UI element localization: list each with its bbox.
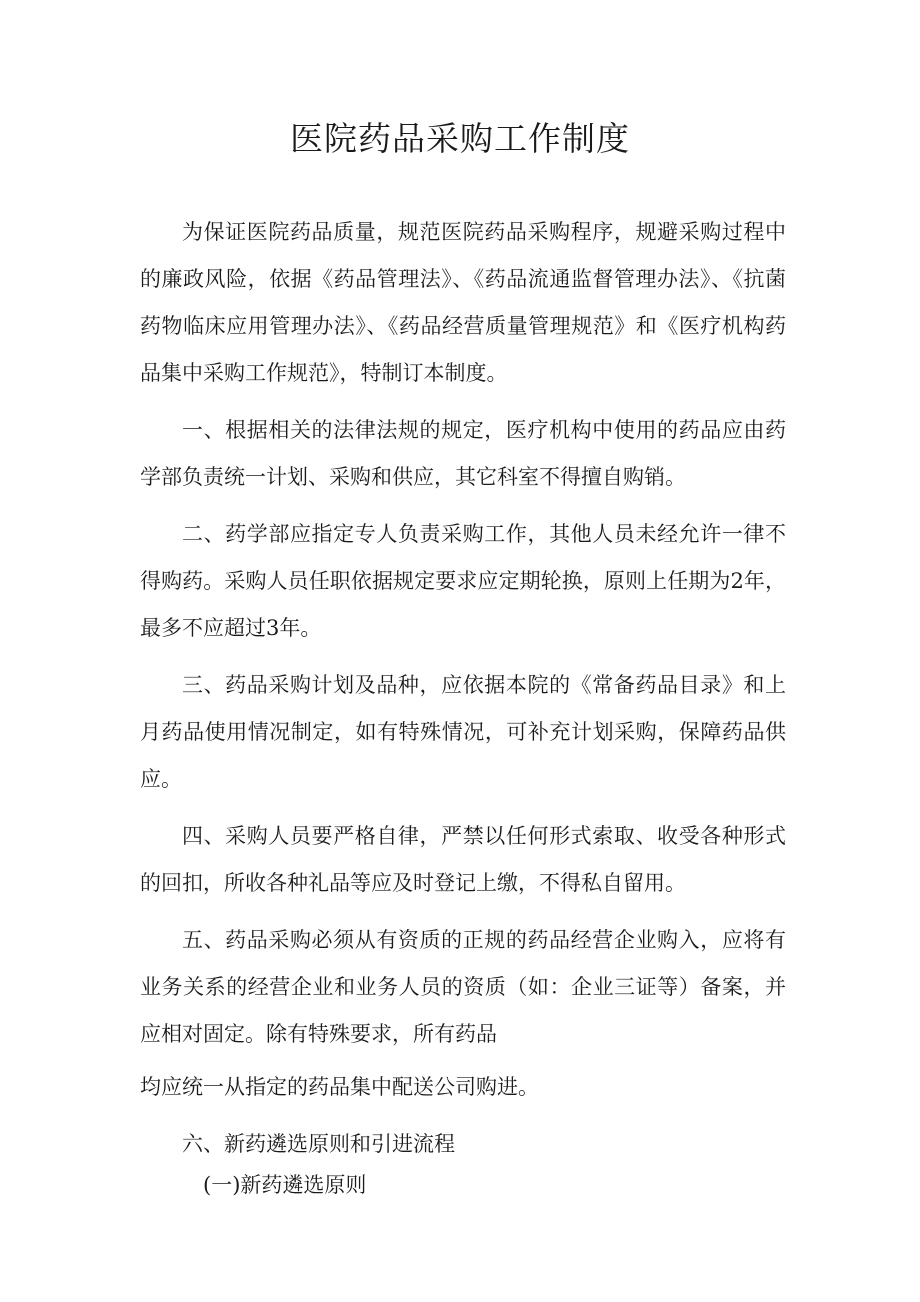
subclause-6-1-heading: (一)新药遴选原则 <box>203 1173 367 1197</box>
intro-paragraph: 为保证医院药品质量，规范医院药品采购程序，规避采购过程中的廉政风险，依据《药品管理法》、《药品流通监督管理办法》、《抗菌药物临床应用管理办法》、《药品经营质量管理规范》和《医疗机构药品集中采购工作规范》，特制订本制度。 <box>140 220 786 385</box>
document-body <box>140 209 786 1219</box>
document-title: 医院药品采购工作制度 <box>290 119 630 158</box>
clause-1-paragraph: 一、根据相关的法律法规的规定，医疗机构中使用的药品应由药学部负责统一计划、采购和供应，其它科室不得擅自购销。 <box>140 418 786 489</box>
clause-4-paragraph: 四、采购人员要严格自律，严禁以任何形式索取、收受各种形式的回扣，所收各种礼品等应及时登记上缴，不得私自留用。 <box>140 824 786 895</box>
clause-3-paragraph: 三、药品采购计划及品种，应依据本院的《常备药品目录》和上月药品使用情况制定，如有特殊情况，可补充计划采购，保障药品供应。 <box>140 673 786 791</box>
clause-5-continuation: 均应统一从指定的药品集中配送公司购进。 <box>140 1075 539 1099</box>
clause-6-heading: 六、新药遴选原则和引进流程 <box>182 1132 455 1156</box>
clause-5-paragraph: 五、药品采购必须从有资质的正规的药品经营企业购入，应将有业务关系的经营企业和业务人员的资质（如：企业三证等）备案，并应相对固定。除有特殊要求，所有药品 <box>140 928 786 1046</box>
clause-2-paragraph: 二、药学部应指定专人负责采购工作，其他人员未经允许一律不得购药。采购人员任职依据规定要求应定期轮换，原则上任期为2年，最多不应超过3年。 <box>140 522 786 640</box>
